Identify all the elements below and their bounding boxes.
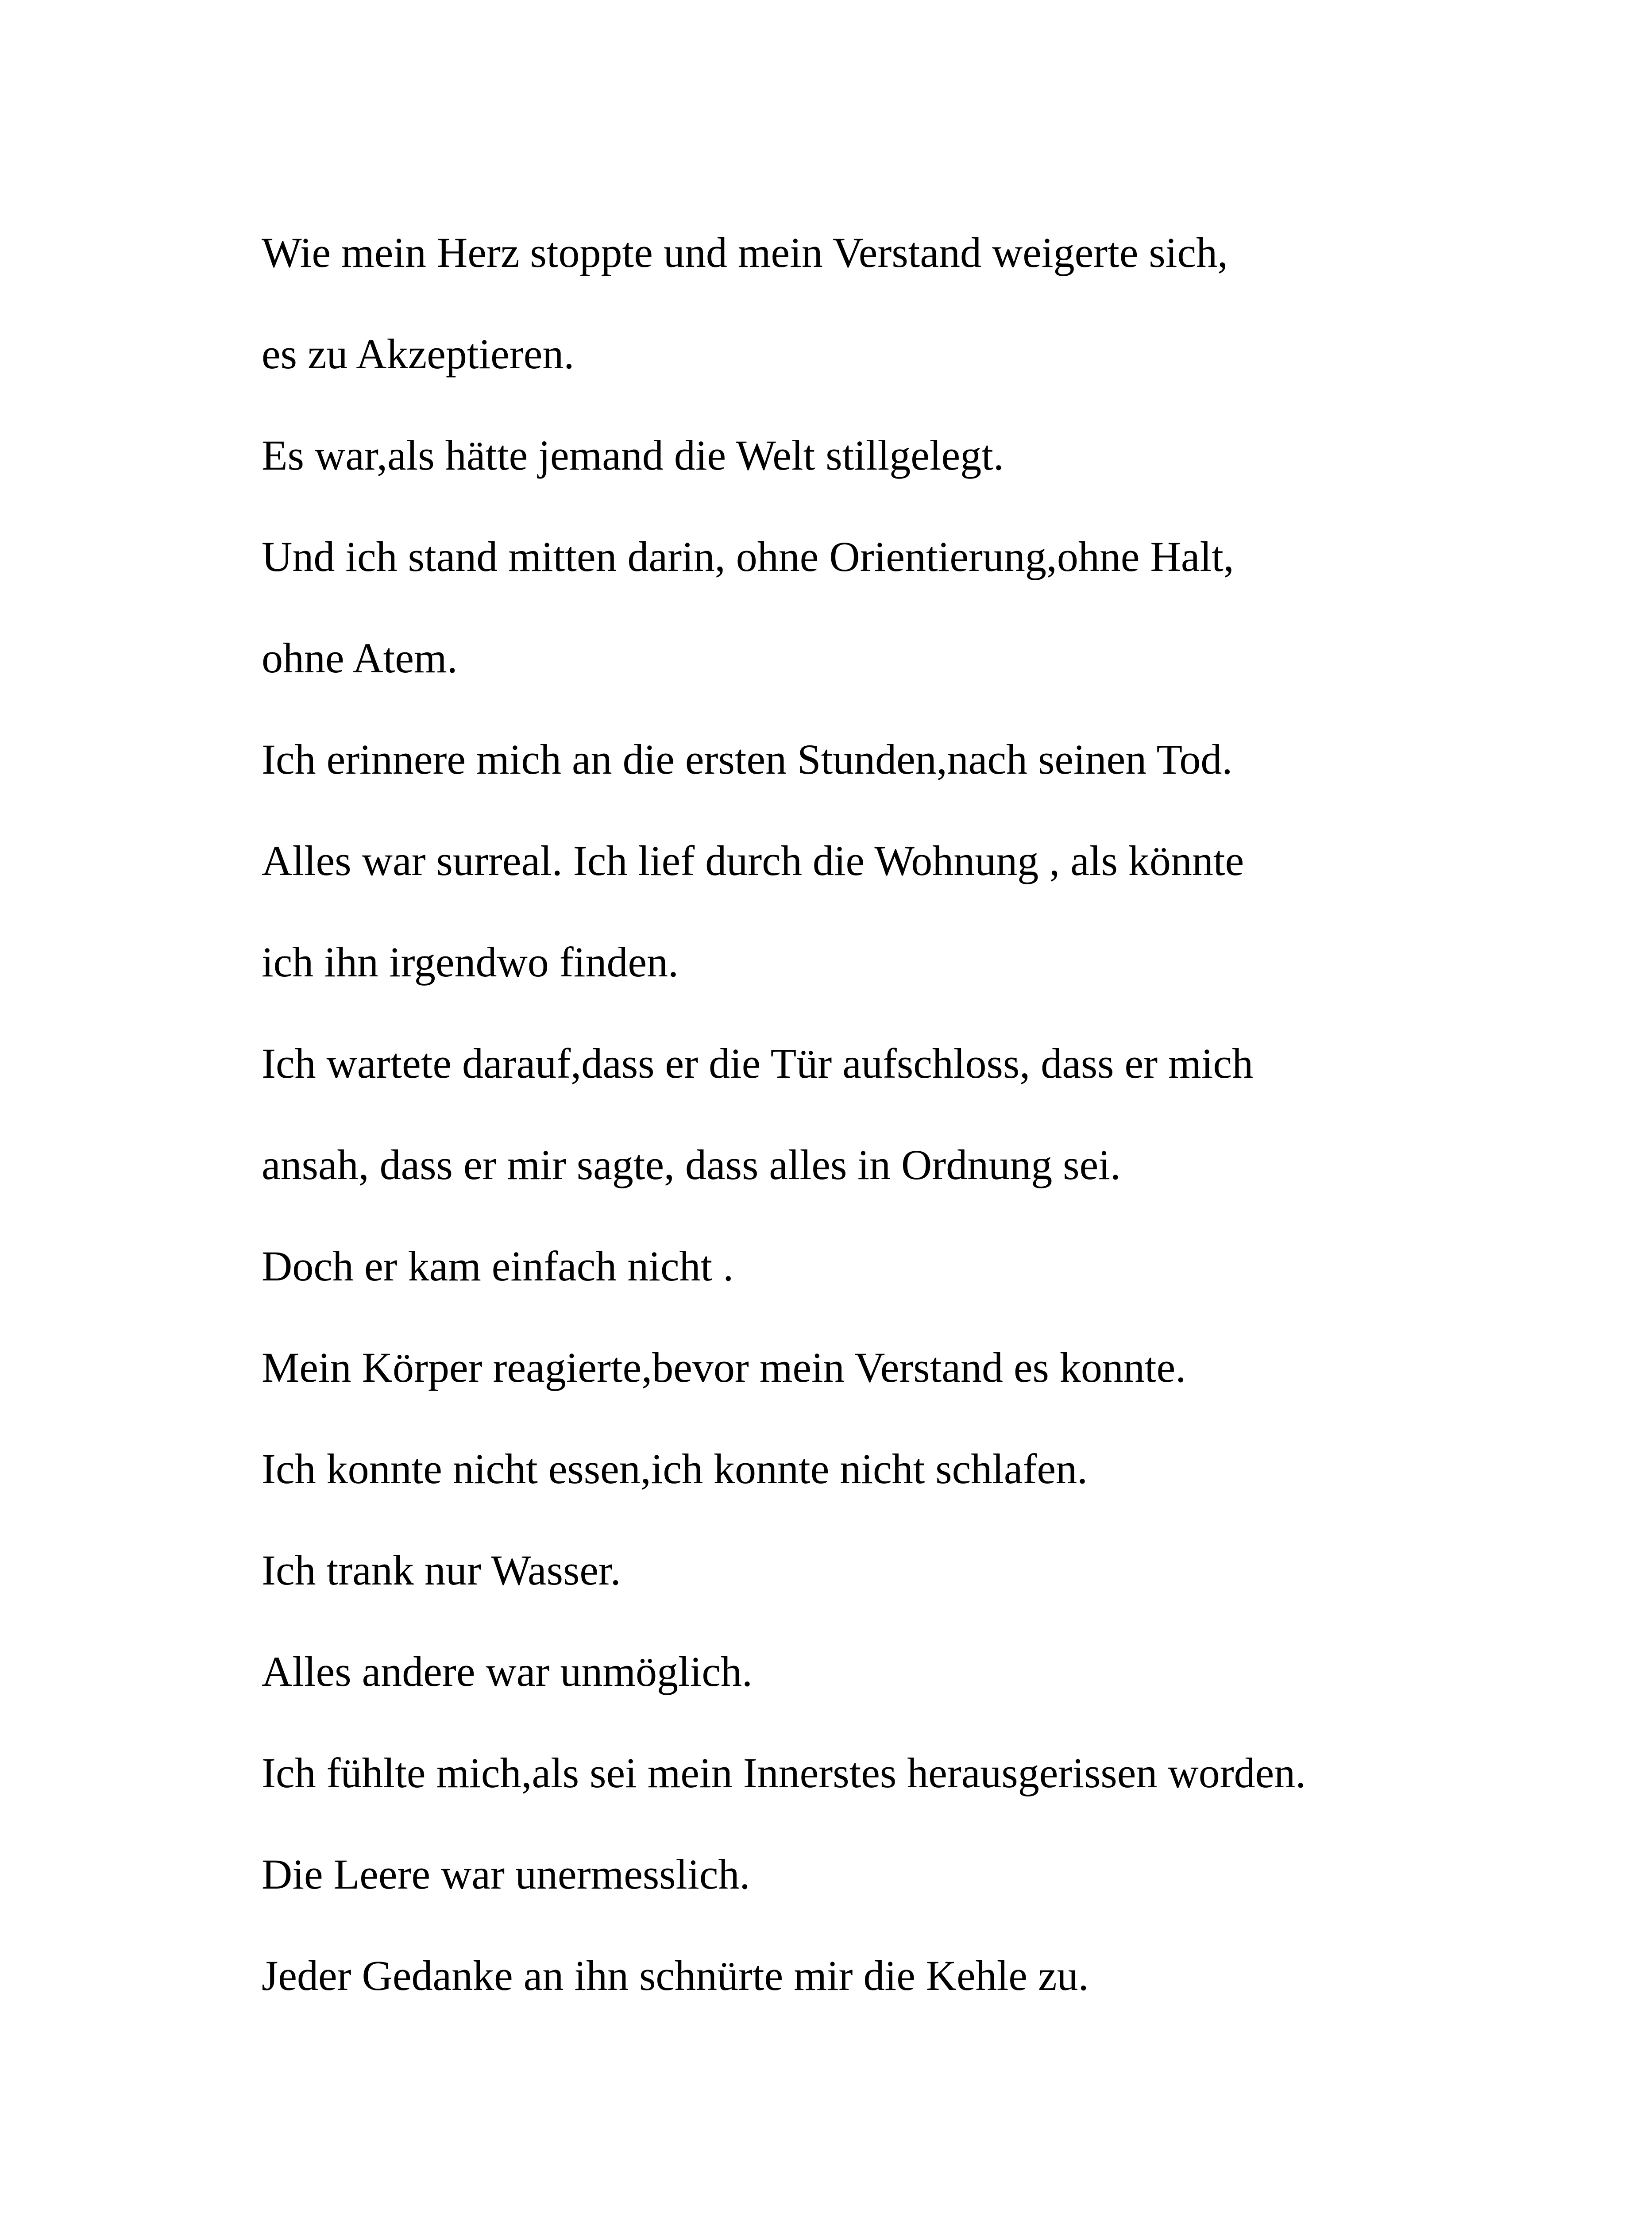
text-line: Mein Körper reagierte,bevor mein Verstand es konnte. [262,1344,1186,1391]
text-line: Alles war surreal. Ich lief durch die Wohnung , als könnte [262,837,1244,884]
text-line: Es war,als hätte jemand die Welt stillgelegt. [262,432,1004,479]
text-line: Ich erinnere mich an die ersten Stunden,nach seinen Tod. [262,736,1233,783]
text-line: Ich fühlte mich,als sei mein Innerstes herausgerissen worden. [262,1749,1306,1797]
text-line: Jeder Gedanke an ihn schnürte mir die Kehle zu. [262,1952,1089,1999]
text-line: Doch er kam einfach nicht . [262,1242,734,1290]
text-line: Ich wartete darauf,dass er die Tür aufschloss, dass er mich [262,1040,1254,1087]
text-line: es zu Akzeptieren. [262,330,575,378]
text-line: Und ich stand mitten darin, ohne Orientierung,ohne Halt, [262,533,1234,580]
text-line: Ich trank nur Wasser. [262,1546,621,1594]
text-line: Die Leere war unermesslich. [262,1851,750,1898]
text-line: Ich konnte nicht essen,ich konnte nicht schlafen. [262,1445,1088,1492]
text-line: Wie mein Herz stoppte und mein Verstand weigerte sich, [262,229,1228,276]
text-line: ohne Atem. [262,634,458,682]
document-body [262,202,1590,2026]
text-line: ansah, dass er mir sagte, dass alles in Ordnung sei. [262,1141,1121,1188]
text-line: Alles andere war unmöglich. [262,1648,753,1695]
text-line: ich ihn irgendwo finden. [262,938,679,986]
